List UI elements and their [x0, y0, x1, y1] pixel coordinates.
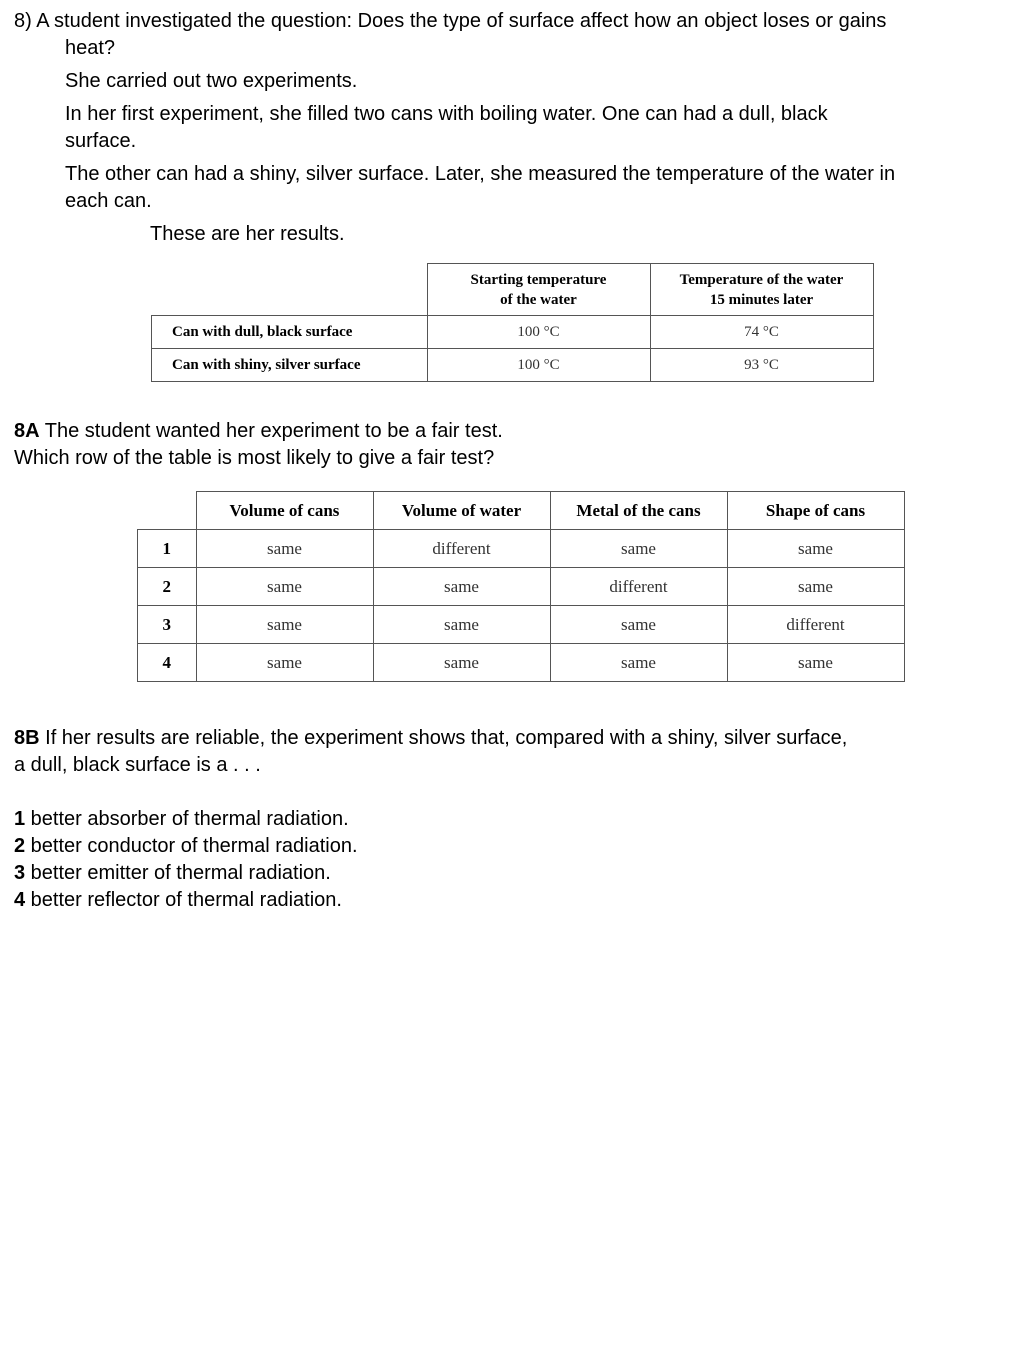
- answer-option: [14, 887, 342, 914]
- table-cell: same: [196, 644, 373, 682]
- table-row: [138, 606, 905, 644]
- table-cell: same: [373, 568, 550, 606]
- answer-option: [14, 833, 358, 860]
- table-cell: same: [550, 530, 727, 568]
- question-8b-line: a dull, black surface is a . . .: [14, 754, 261, 776]
- question-intro-line: each can.: [65, 190, 152, 212]
- header-line: of the water: [500, 291, 577, 308]
- header-line: 15 minutes later: [709, 291, 814, 308]
- question-8a-line: [14, 418, 503, 445]
- option-text: better reflector of thermal radiation.: [25, 889, 342, 911]
- table-cell: different: [727, 606, 904, 644]
- answer-option: [14, 860, 331, 887]
- table-row: [138, 644, 905, 682]
- table-cell: different: [550, 568, 727, 606]
- table-cell: same: [373, 644, 550, 682]
- table-cell: same: [727, 568, 904, 606]
- fair-table-corner: [138, 492, 197, 530]
- fair-header: Volume of water: [373, 492, 550, 530]
- header-line: Temperature of the water: [679, 271, 844, 288]
- answer-option: [14, 806, 349, 833]
- fair-header: Shape of cans: [727, 492, 904, 530]
- results-header-start-temp: [427, 264, 650, 316]
- question-intro-line: 8) A student investigated the question: Does the type of surface affect how an object loses or gains: [14, 10, 887, 32]
- table-cell: same: [373, 606, 550, 644]
- table-cell: same: [196, 530, 373, 568]
- table-row: [138, 530, 905, 568]
- row-label: Can with dull, black surface: [152, 316, 428, 349]
- row-number: 1: [138, 530, 197, 568]
- question-intro-line: heat?: [65, 37, 116, 59]
- option-number: 3: [14, 862, 26, 884]
- table-cell: same: [727, 530, 904, 568]
- table-row: [152, 349, 874, 382]
- start-temp-cell: 100 °C: [427, 349, 650, 382]
- table-cell: same: [550, 644, 727, 682]
- question-tag: 8B: [14, 727, 40, 749]
- table-cell: same: [196, 568, 373, 606]
- header-line: Starting temperature: [470, 271, 607, 288]
- fair-test-table: [137, 491, 905, 682]
- row-number: 2: [138, 568, 197, 606]
- fair-header: Volume of cans: [196, 492, 373, 530]
- option-text: better absorber of thermal radiation.: [25, 808, 349, 830]
- question-text: If her results are reliable, the experiment shows that, compared with a shiny, silver surface,: [39, 727, 848, 749]
- results-header-later-temp: [650, 264, 873, 316]
- table-row: [152, 316, 874, 349]
- table-cell: same: [727, 644, 904, 682]
- results-table: [151, 263, 874, 382]
- row-number: 3: [138, 606, 197, 644]
- table-cell: same: [196, 606, 373, 644]
- start-temp-cell: 100 °C: [427, 316, 650, 349]
- table-cell: different: [373, 530, 550, 568]
- results-caption: These are her results.: [150, 223, 345, 245]
- question-tag: 8A: [14, 420, 40, 442]
- question-text: The student wanted her experiment to be a fair test.: [39, 420, 503, 442]
- later-temp-cell: 93 °C: [650, 349, 873, 382]
- question-8a-line: Which row of the table is most likely to give a fair test?: [14, 447, 495, 469]
- question-intro-line: surface.: [65, 130, 137, 152]
- fair-header: Metal of the cans: [550, 492, 727, 530]
- question-intro-line: She carried out two experiments.: [65, 70, 358, 92]
- option-number: 4: [14, 889, 26, 911]
- option-number: 1: [14, 808, 26, 830]
- table-cell: same: [550, 606, 727, 644]
- option-text: better emitter of thermal radiation.: [25, 862, 331, 884]
- question-intro-line: In her first experiment, she filled two cans with boiling water. One can had a dull, black: [65, 103, 828, 125]
- later-temp-cell: 74 °C: [650, 316, 873, 349]
- option-number: 2: [14, 835, 26, 857]
- row-number: 4: [138, 644, 197, 682]
- question-8b-line: [14, 725, 847, 752]
- question-intro-line: The other can had a shiny, silver surface. Later, she measured the temperature of the water in: [65, 163, 896, 185]
- results-table-corner: [152, 264, 428, 316]
- table-row: [138, 568, 905, 606]
- row-label: Can with shiny, silver surface: [152, 349, 428, 382]
- option-text: better conductor of thermal radiation.: [25, 835, 358, 857]
